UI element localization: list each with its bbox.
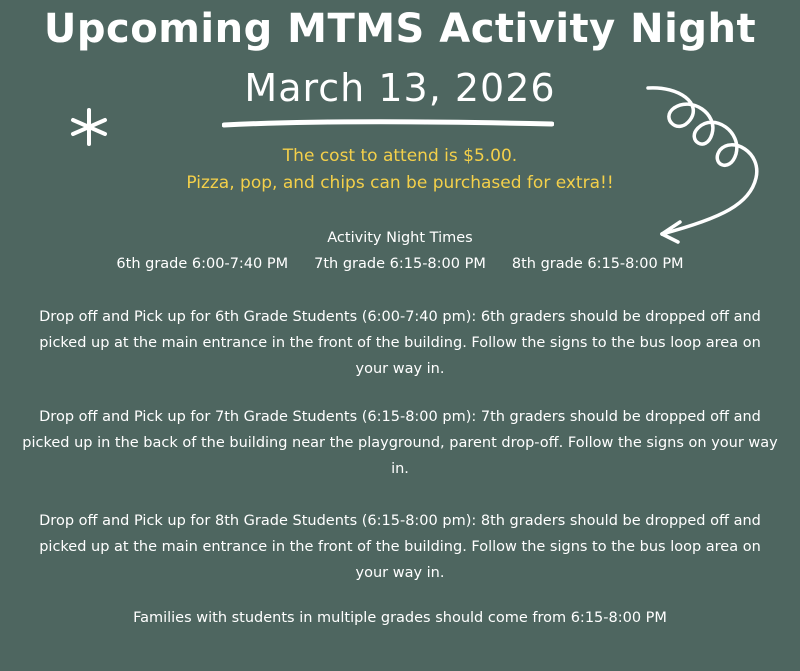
times-heading: Activity Night Times — [327, 230, 473, 246]
date-underline-icon — [222, 118, 554, 130]
time-6th-grade: 6th grade 6:00-7:40 PM — [116, 256, 289, 272]
section-6th-grade: Drop off and Pick up for 6th Grade Students (6:00-7:40 pm): 6th graders should be dropped off and picked up at the main entrance in the front of the building. Follow the signs to the bus loop area on your way in. — [39, 309, 761, 377]
section-7th-grade: Drop off and Pick up for 7th Grade Students (6:15-8:00 pm): 7th graders should be dropped off and picked up in the back of the building near the playground, parent drop-off. Follow the signs on your way in. — [22, 409, 778, 477]
food-line: Pizza, pop, and chips can be purchased for extra!! — [186, 173, 614, 193]
section-8th-grade: Drop off and Pick up for 8th Grade Students (6:15-8:00 pm): 8th graders should be dropped off and picked up at the main entrance in the front of the building. Follow the signs to the bus loop area on your way in. — [39, 513, 761, 581]
families-note: Families with students in multiple grades should come from 6:15-8:00 PM — [133, 610, 667, 626]
time-7th-grade: 7th grade 6:15-8:00 PM — [314, 256, 486, 272]
time-8th-grade: 8th grade 6:15-8:00 PM — [511, 256, 684, 272]
cost-line: The cost to attend is $5.00. — [282, 146, 518, 166]
flyer-title: Upcoming MTMS Activity Night — [43, 6, 757, 52]
cost-info — [0, 143, 800, 197]
event-date: March 13, 2026 — [244, 66, 556, 110]
times-list — [0, 256, 800, 272]
asterisk-doodle-icon — [68, 106, 110, 148]
